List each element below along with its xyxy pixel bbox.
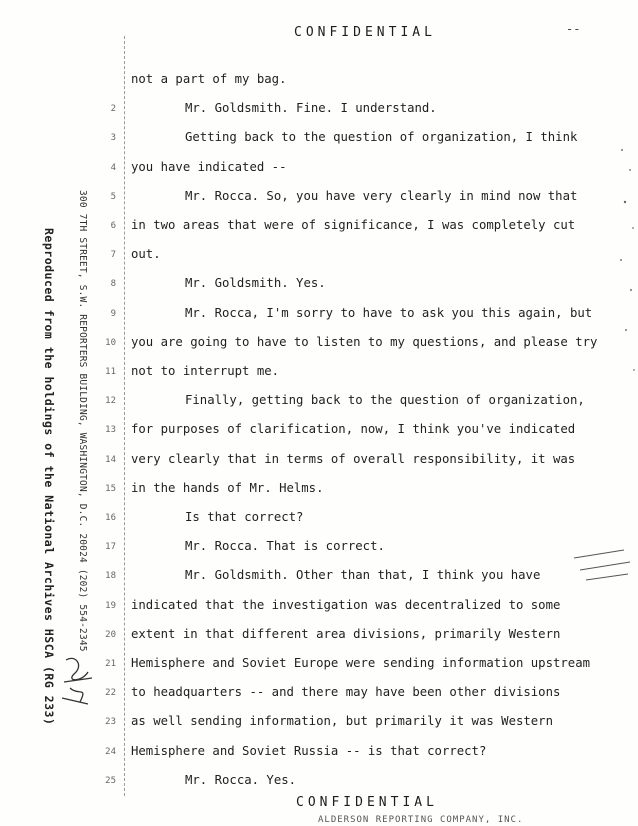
header-corner-mark: --	[566, 22, 581, 36]
transcript-line: Mr. Goldsmith. Fine. I understand.	[185, 101, 437, 116]
line-number: 21	[105, 659, 116, 669]
line-number: 23	[105, 717, 116, 728]
line-number: 11	[105, 367, 116, 377]
transcript-line: indicated that the investigation was decentralized to some	[131, 597, 561, 612]
transcript-line: Mr. Rocca, I'm sorry to have to ask you this again, but	[185, 305, 593, 320]
transcript-line: Is that correct?	[185, 510, 304, 524]
line-number: 13	[105, 425, 116, 436]
line-number: 17	[105, 542, 116, 553]
transcript-line: Mr. Goldsmith. Other than that, I think you have	[185, 568, 541, 583]
line-number: 22	[105, 688, 116, 699]
line-number: 24	[105, 746, 116, 757]
line-number: 9	[110, 308, 116, 319]
line-number: 8	[110, 279, 116, 290]
line-number: 12	[105, 396, 116, 407]
line-number: 15	[105, 483, 116, 494]
line-number: 3	[110, 133, 116, 144]
left-margin-rule	[124, 36, 125, 796]
line-number: 25	[105, 775, 116, 786]
line-number: 19	[105, 600, 116, 611]
transcript-line: as well sending information, but primarily it was Western	[131, 714, 553, 729]
scan-noise-icon	[616, 140, 638, 400]
transcript-line: in two areas that were of significance, I was completely cut	[131, 218, 576, 232]
line-number: 14	[105, 454, 116, 465]
line-number: 5	[110, 191, 116, 202]
line-number: 10	[105, 337, 116, 348]
transcript-line: very clearly that in terms of overall responsibility, it was	[131, 451, 576, 466]
transcript-line: Mr. Goldsmith. Yes.	[185, 276, 326, 291]
line-number: 4	[110, 162, 116, 173]
line-number: 20	[105, 629, 116, 640]
transcript-line: to headquarters -- and there may have been other divisions	[131, 685, 561, 700]
handwritten-initials-icon	[58, 652, 98, 712]
line-number: 6	[110, 221, 116, 231]
line-number: 7	[110, 250, 116, 261]
transcript-line: for purposes of clarification, now, I think you've indicated	[131, 422, 576, 437]
pen-stroke-marks-icon	[572, 548, 632, 588]
page-header-confidential: CONFIDENTIAL	[294, 25, 436, 40]
transcript-line: not to interrupt me.	[131, 364, 280, 378]
page-footer-confidential: CONFIDENTIAL	[296, 795, 438, 810]
line-number: 16	[105, 513, 116, 523]
line-number: 2	[110, 104, 116, 115]
transcript-line: Getting back to the question of organization, I think	[185, 130, 578, 145]
transcript-line: Mr. Rocca. Yes.	[185, 772, 297, 787]
transcript-line: you are going to have to listen to my questions, and please try	[131, 334, 598, 349]
transcript-line: Finally, getting back to the question of organization,	[185, 393, 585, 408]
transcript-line: Mr. Rocca. That is correct.	[185, 539, 385, 554]
transcript-line: Hemisphere and Soviet Europe were sending information upstream	[131, 656, 591, 670]
transcript-line: you have indicated --	[131, 159, 287, 174]
line-number: 18	[105, 571, 116, 582]
reporter-address: 300 7TH STREET, S.W. REPORTERS BUILDING, WASHINGTON, D.C. 20024 (202) 554-2345	[77, 190, 88, 652]
footer-reporter-text: ALDERSON REPORTING COMPANY, INC.	[318, 815, 524, 825]
reproduction-note: Reproduced from the holdings of the National Archives HSCA (RG 233)	[42, 228, 56, 726]
transcript-line: Hemisphere and Soviet Russia -- is that correct?	[131, 743, 487, 758]
transcript-line: out.	[131, 247, 161, 262]
transcript-line: Mr. Rocca. So, you have very clearly in mind now that	[185, 188, 578, 203]
transcript-line: not a part of my bag.	[131, 72, 287, 86]
transcript-line: in the hands of Mr. Helms.	[131, 480, 324, 495]
transcript-line: extent in that different area divisions, primarily Western	[131, 626, 561, 641]
